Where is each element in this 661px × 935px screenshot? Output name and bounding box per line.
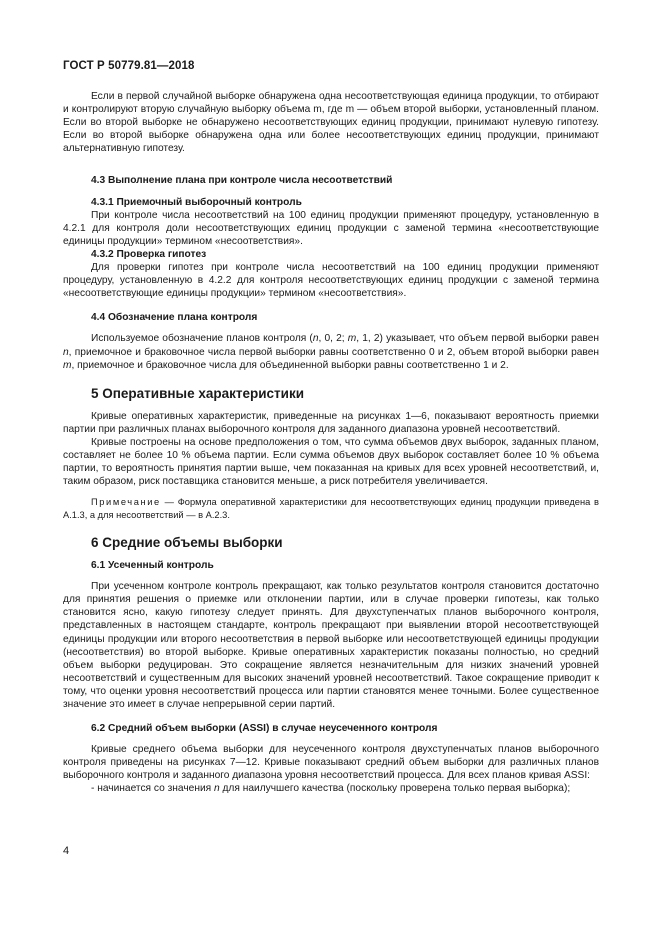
bullet-text-a: - начинается со значения: [91, 783, 214, 795]
var-m: m: [347, 333, 357, 345]
var-n: n: [63, 346, 69, 358]
document-code-header: ГОСТ Р 50779.81—2018: [63, 60, 195, 72]
section-5-paragraph-2: Кривые построены на основе предположения о том, что сумма объемов двух выборок, заданных планом, составляет не более 10 % объема партии. Если сумма объемов двух выборок составляет более 10 % объема партии, то вероятность принятия партии выше, чем показанная на кривых для всех уровней несоответствий, и, таким образом, риск поставщика становится меньше, а риск потребителя увеличивается.: [63, 436, 599, 488]
section-5-note: [63, 496, 599, 521]
var-n: n: [213, 783, 220, 795]
page-content: [63, 90, 599, 796]
s4-4-text-c: , 1, 2) указывает, что объем первой выборки равен: [356, 333, 599, 345]
section-6-2-bullet: [63, 782, 599, 795]
section-4-3-title: 4.3 Выполнение плана при контроле числа несоответствий: [91, 175, 393, 187]
section-4-4-text: [63, 332, 599, 371]
bullet-text-b: для наилучшего качества (поскольку проверена только первая выборка);: [219, 783, 571, 795]
section-6-1-text: При усеченном контроле контроль прекращают, как только результатов контроля становится достаточно для принятия решения о приемке или отклонении партии, или в случае проверки гипотезы, как только становится ясно, какую гипотезу следует принять. Для двухступенчатых планов выборочного контроля, представленных в настоящем стандарте, контроль прекращают при выявлении второй несоответствующей единицы продукции или второго несоответствия в первой выборке или несоответствующей единицы продукции (несоответствия) во второй выборке. Кривые оперативных характеристик показаны полностью, но средний объем выборки редуцирован. Это сокращение является незначительным для низких значений уровней несоответствий и существенным для высоких значений уровней несоответствий. Такое сокращение приводит к тому, что оценки уровня несоответствий процесса или партии становятся менее точными. Более существенное значение это имеет в случае непрерывной серии партий.: [63, 581, 599, 710]
section-6-1-title: 6.1 Усеченный контроль: [91, 560, 214, 572]
note-label: Примечание: [91, 497, 161, 508]
section-4-3-2-title: 4.3.2 Проверка гипотез: [91, 248, 207, 260]
s4-4-text-d: , приемочное и браковочное числа первой выборки равны соответственно 0 и 2, объем второй выборки равен: [68, 346, 599, 358]
note-text: — Формула оперативной характеристики для несоответствующих единиц продукции приведена в А.1.3, а для несоответствий — в А.2.3.: [63, 497, 599, 520]
s4-4-text-e: , приемочное и браковочное числа для объединенной выборки равны соответственно 1 и 2.: [71, 359, 509, 371]
var-m: m: [63, 359, 72, 371]
section-6-2-text: Кривые среднего объема выборки для неусеченного контроля двухступенчатых планов выборочного контроля приведены на рисунках 7—12. Кривые показывают средний объем выборки для различных планов выборочного контроля и заданного диапазона уровня несоответствий процесса. Для всех планов кривая ASSI:: [63, 744, 599, 782]
section-5-title: 5 Оперативные характеристики: [91, 385, 304, 401]
page-number: 4: [63, 845, 70, 857]
section-4-3-1-text: При контроле числа несоответствий на 100 единиц продукции применяют процедуру, установленную в 4.2.1 для контроля доли несоответствующих единиц продукции с заменой термина «несоответствующие единицы продукции» термином «несоответствия».: [63, 209, 599, 247]
section-4-3-2-text: Для проверки гипотез при контроле числа несоответствий на 100 единиц продукции применяют процедуру, установленную в 4.2.2 для контроля несоответствующих единиц продукции с заменой термина «несоответствующие единицы продукции» термином «несоответствия».: [63, 262, 599, 300]
section-4-3-1-title: 4.3.1 Приемочный выборочный контроль: [91, 196, 302, 208]
section-4-4-title: 4.4 Обозначение плана контроля: [91, 312, 258, 324]
s4-4-text-a: Используемое обозначение планов контроля (: [91, 333, 313, 345]
intro-paragraph: Если в первой случайной выборке обнаружена одна несоответствующая единица продукции, то отбирают и контролируют вторую случайную выборку объема m, где m — объем второй выборки, установленный планом. Если во второй выборке не обнаружено несоответствующих единиц продукции, принимают нулевую гипотезу. Если во второй выборке обнаружена одна или более несоответствующих единиц продукции, принимают альтернативную гипотезу.: [63, 91, 599, 155]
s4-4-text-b: , 0, 2;: [318, 333, 348, 345]
section-5-paragraph-1: Кривые оперативных характеристик, приведенные на рисунках 1—6, показывают вероятность приемки партии при различных планах выборочного контроля для заданного диапазона уровней несоответствий.: [63, 410, 599, 435]
var-n: n: [312, 333, 319, 345]
section-6-title: 6 Средние объемы выборки: [91, 535, 283, 551]
section-6-2-title: 6.2 Средний объем выборки (ASSI) в случае неусеченного контроля: [91, 723, 438, 735]
